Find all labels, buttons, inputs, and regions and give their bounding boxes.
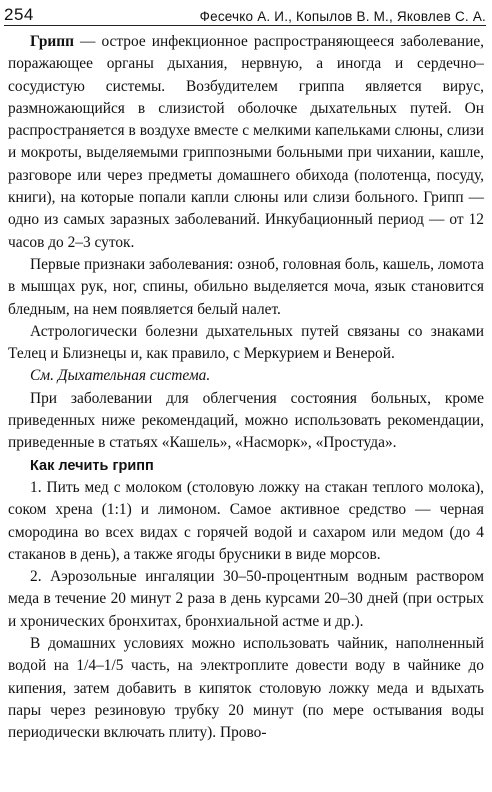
recommendations-paragraph: При заболевании для облегчения состояния больных, кроме приведенных ниже рекомендаций, можно использовать рекомендации, приведенные в статьях «Кашель», «Насморк», «Простуда». (8, 389, 484, 452)
author-line: Фесечко А. И., Копылов В. М., Яковлев С. А. (199, 8, 486, 24)
astrology-paragraph: Астрологически болезни дыхательных путей связаны со знаками Телец и Близнецы и, как правило, с Меркурием и Венерой. (8, 322, 484, 363)
definition-text: — острое инфекционное распространяющееся заболевание, поражающее органы дыхания, нервную, а иногда и сердечно–сосудистую системы. Возбудителем гриппа является вирус, размножающийся в слизистой оболочке дыхательных путей. Он распространяется в воздухе вместе с мелкими капельками слюны, слизи и мокроты, выделяемыми гриппозными больными при чихании, кашле, разговоре или через предметы домашнего обихода (полотенца, посуду, книги), на которые попали капли слюны или слизи больного. Грипп — одно из самых заразных заболеваний. Инкубационный период — от 12 часов до 2–3 суток. (8, 33, 484, 251)
article-term: Грипп (30, 33, 74, 50)
symptoms-paragraph: Первые признаки заболевания: озноб, головная боль, кашель, ломота в мышцах рук, ног, спины, обильно выделяется моча, язык становится бледным, на нем появляется белый налет. (8, 255, 484, 318)
article-body (8, 31, 484, 745)
see-also-reference: См. Дыхательная система. (30, 367, 211, 385)
definition-paragraph (8, 31, 484, 254)
running-header (4, 2, 486, 26)
treatment-item-1: 1. Пить мед с молоком (столовую ложку на стакан теплого молока), соком хрена (1:1) и лимоном. Самое активное средство — черная смородина во всех видах с горячей водой и сахаром или медом (до 4 стаканов в день), а также ягоды брусники в виде морсов. (8, 478, 484, 563)
home-conditions-paragraph: В домашних условиях можно использовать чайник, наполненный водой на 1/4–1/5 часть, на электроплите довести воду в чайнике до кипения, затем добавить в кипяток столовую ложку меда и вдыхать пары через резиновую трубку 20 минут (по мере остывания воды периодически включать плиту). Прово- (8, 635, 484, 742)
page-number: 254 (4, 5, 34, 24)
treatment-heading: Как лечить грипп (30, 457, 154, 474)
treatment-item-2: 2. Аэрозольные ингаляции 30–50-процентным водным раствором меда в течение 20 минут 2 раза в день курсами 20–30 дней (при острых и хронических бронхитах, бронхиальной астме и др.). (8, 568, 484, 630)
